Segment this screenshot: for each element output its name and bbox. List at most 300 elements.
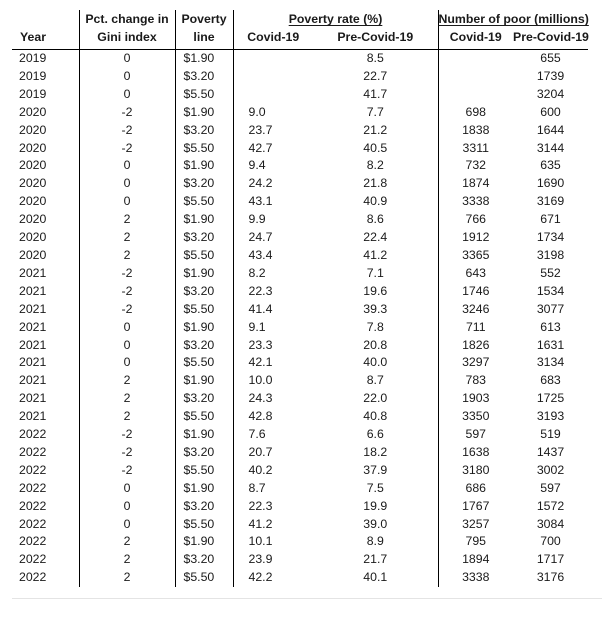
cell-value xyxy=(19,372,46,390)
cell-value xyxy=(124,157,131,175)
table-row xyxy=(12,319,588,337)
cell-rate-covid xyxy=(233,122,313,140)
table-row xyxy=(12,498,588,516)
cell-value xyxy=(184,426,215,444)
cell-value xyxy=(367,104,384,122)
cell-text: 1717 xyxy=(536,552,565,567)
cell-value xyxy=(540,104,561,122)
cell-poor-precovid xyxy=(513,50,588,68)
cell-poverty-line xyxy=(175,122,233,140)
cell-year xyxy=(12,229,79,247)
cell-poor-covid xyxy=(438,533,513,551)
cell-poverty-line xyxy=(175,104,233,122)
cell-poor-precovid xyxy=(513,390,588,408)
cell-poor-precovid xyxy=(513,462,588,480)
table-row xyxy=(12,533,588,551)
cell-value xyxy=(363,193,387,211)
cell-text: $3.20 xyxy=(183,230,215,245)
cell-year xyxy=(12,551,79,569)
cell-value xyxy=(462,569,489,587)
cell-value xyxy=(367,480,384,498)
cell-value xyxy=(537,140,564,158)
cell-value xyxy=(184,337,215,355)
cell-text: 1903 xyxy=(462,391,490,406)
cell-value xyxy=(363,462,387,480)
cell-value xyxy=(184,283,215,301)
cell-poverty-line xyxy=(175,354,233,372)
cell-text: $5.50 xyxy=(183,516,215,531)
cell-year xyxy=(12,426,79,444)
cell-value xyxy=(537,175,564,193)
cell-year xyxy=(12,175,79,193)
cell-value xyxy=(249,551,273,569)
cell-value xyxy=(249,301,273,319)
cell-text: 686 xyxy=(465,480,487,495)
cell-gini-change xyxy=(79,426,175,444)
cell-value xyxy=(19,211,46,229)
cell-value xyxy=(249,283,273,301)
cell-text: 600 xyxy=(540,104,561,119)
header-line-line2: line xyxy=(175,29,233,50)
cell-value xyxy=(19,462,46,480)
cell-text: -2 xyxy=(121,427,133,442)
header-gini-line1: Pct. change in xyxy=(79,10,175,29)
cell-text: 732 xyxy=(465,158,487,173)
cell-gini-change xyxy=(79,372,175,390)
cell-value xyxy=(363,408,387,426)
cell-text: 10.0 xyxy=(248,373,273,388)
highlighter-mark xyxy=(466,480,487,498)
cell-gini-change xyxy=(79,265,175,283)
cell-poor-precovid xyxy=(513,265,588,283)
cell-rate-precovid xyxy=(313,104,438,122)
cell-poor-covid xyxy=(438,50,513,68)
cell-value xyxy=(184,140,215,158)
cell-value xyxy=(19,301,46,319)
cell-value xyxy=(122,301,133,319)
cell-text: 0 xyxy=(123,194,131,209)
cell-text: 1838 xyxy=(462,122,490,137)
cell-value xyxy=(363,498,387,516)
cell-year xyxy=(12,372,79,390)
cell-text: 0 xyxy=(123,158,131,173)
cell-text: -2 xyxy=(121,444,133,459)
cell-year xyxy=(12,68,79,86)
cell-text: -2 xyxy=(121,462,133,477)
cell-rate-covid xyxy=(233,372,313,390)
cell-value xyxy=(462,337,489,355)
table-row xyxy=(12,337,588,355)
cell-value xyxy=(540,533,561,551)
cell-value xyxy=(537,247,564,265)
cell-poor-covid xyxy=(438,498,513,516)
cell-text: 1437 xyxy=(536,444,565,459)
cell-year xyxy=(12,193,79,211)
cell-year xyxy=(12,319,79,337)
cell-value xyxy=(249,569,273,587)
cell-value xyxy=(124,229,131,247)
cell-poor-precovid xyxy=(513,569,588,587)
cell-rate-precovid xyxy=(313,480,438,498)
cell-text: 8.6 xyxy=(366,212,384,227)
cell-text: $1.90 xyxy=(183,373,215,388)
cell-text: 42.7 xyxy=(248,140,273,155)
cell-value xyxy=(184,533,215,551)
cell-text: 597 xyxy=(540,480,561,495)
cell-value xyxy=(19,498,46,516)
cell-text: $5.50 xyxy=(183,247,215,262)
cell-poverty-line xyxy=(175,68,233,86)
cell-poverty-line xyxy=(175,337,233,355)
cell-rate-precovid xyxy=(313,462,438,480)
cell-poor-precovid xyxy=(513,175,588,193)
cell-rate-covid xyxy=(233,551,313,569)
header-poor-precovid: Pre-Covid-19 xyxy=(513,29,588,50)
cell-text: $3.20 xyxy=(183,122,215,137)
cell-text: 19.9 xyxy=(363,498,388,513)
cell-text: $1.90 xyxy=(183,51,215,65)
table-row xyxy=(12,462,588,480)
cell-value xyxy=(184,354,215,372)
cell-rate-covid xyxy=(233,516,313,534)
cell-text: -2 xyxy=(121,140,133,155)
cell-rate-covid xyxy=(233,319,313,337)
cell-text: -2 xyxy=(121,265,133,280)
cell-poverty-line xyxy=(175,480,233,498)
cell-rate-precovid xyxy=(313,157,438,175)
cell-poor-precovid xyxy=(513,104,588,122)
cell-text: 0 xyxy=(123,51,131,65)
cell-value xyxy=(19,86,46,104)
cell-value xyxy=(184,462,215,480)
cell-value xyxy=(537,68,564,86)
cell-year xyxy=(12,157,79,175)
cell-value xyxy=(122,104,133,122)
cell-text: 41.2 xyxy=(248,516,273,531)
cell-value xyxy=(462,175,489,193)
cell-rate-precovid xyxy=(313,533,438,551)
cell-text: 2021 xyxy=(19,373,47,388)
cell-rate-covid xyxy=(233,498,313,516)
cell-value xyxy=(249,104,266,122)
cell-text: 2021 xyxy=(19,391,47,406)
cell-rate-precovid xyxy=(313,211,438,229)
cell-value xyxy=(124,480,131,498)
cell-poor-covid xyxy=(438,122,513,140)
cell-rate-precovid xyxy=(313,265,438,283)
cell-value xyxy=(363,175,387,193)
cell-value xyxy=(537,569,564,587)
cell-poor-precovid xyxy=(513,516,588,534)
cell-value xyxy=(184,390,215,408)
cell-value xyxy=(466,372,487,390)
cell-text: 1746 xyxy=(462,283,490,298)
cell-text: 2021 xyxy=(19,409,47,424)
cell-value xyxy=(19,337,46,355)
cell-value xyxy=(19,480,46,498)
cell-text: 23.3 xyxy=(248,337,273,352)
cell-value xyxy=(540,265,561,283)
cell-poverty-line xyxy=(175,408,233,426)
cell-text: 2020 xyxy=(19,176,47,191)
cell-text: 2020 xyxy=(19,158,47,173)
cell-text: 2020 xyxy=(19,140,47,155)
cell-value xyxy=(462,301,489,319)
cell-value xyxy=(540,372,561,390)
cell-text: 3198 xyxy=(536,247,565,262)
cell-year xyxy=(12,211,79,229)
cell-text: 3297 xyxy=(462,355,490,370)
cell-rate-covid xyxy=(233,301,313,319)
cell-text: 23.9 xyxy=(248,552,273,567)
cell-text: 711 xyxy=(465,319,486,334)
cell-text: $3.20 xyxy=(183,552,215,567)
cell-value xyxy=(363,140,387,158)
cell-value xyxy=(184,122,215,140)
cell-gini-change xyxy=(79,193,175,211)
cell-text: $5.50 xyxy=(183,194,215,209)
cell-text: 2 xyxy=(123,247,131,262)
cell-poverty-line xyxy=(175,533,233,551)
cell-text: 9.4 xyxy=(248,158,266,173)
cell-text: 22.0 xyxy=(363,391,388,406)
cell-value xyxy=(124,408,131,426)
cell-text: 22.7 xyxy=(363,68,388,83)
cell-text: 2022 xyxy=(19,570,47,585)
cell-value xyxy=(462,516,489,534)
cell-text: $5.50 xyxy=(183,86,215,101)
cell-text: $5.50 xyxy=(183,570,215,585)
cell-value xyxy=(537,283,564,301)
cell-text: 783 xyxy=(465,373,487,388)
cell-text: 3180 xyxy=(462,462,490,477)
cell-value xyxy=(462,390,489,408)
cell-rate-precovid xyxy=(313,247,438,265)
cell-value xyxy=(184,229,215,247)
cell-value xyxy=(124,319,131,337)
cell-text: 1874 xyxy=(462,176,490,191)
cell-poor-covid xyxy=(438,211,513,229)
cell-value xyxy=(19,516,46,534)
cell-poor-covid xyxy=(438,247,513,265)
cell-text: 24.2 xyxy=(248,176,273,191)
header-year: Year xyxy=(12,29,79,50)
cell-text: 2 xyxy=(123,552,131,567)
cell-poor-precovid xyxy=(513,193,588,211)
cell-gini-change xyxy=(79,444,175,462)
cell-text: 2 xyxy=(123,534,131,549)
cell-rate-precovid xyxy=(313,50,438,68)
cell-text: $1.90 xyxy=(183,265,215,280)
cell-text: $3.20 xyxy=(183,498,215,513)
cell-poor-covid xyxy=(438,104,513,122)
cell-text: 6.6 xyxy=(366,427,384,442)
cell-poor-covid xyxy=(438,193,513,211)
table-row xyxy=(12,301,588,319)
cell-text: 1644 xyxy=(536,122,565,137)
cell-text: 37.9 xyxy=(363,462,388,477)
cell-value xyxy=(124,211,131,229)
cell-text: 10.1 xyxy=(248,534,273,549)
cell-text: 3077 xyxy=(536,301,565,316)
cell-text: 42.1 xyxy=(248,355,273,370)
cell-poverty-line xyxy=(175,498,233,516)
cell-value xyxy=(184,193,215,211)
cell-rate-covid xyxy=(233,444,313,462)
cell-rate-precovid xyxy=(313,444,438,462)
cell-value xyxy=(363,569,387,587)
cell-value xyxy=(537,516,564,534)
cell-gini-change xyxy=(79,175,175,193)
cell-poor-covid xyxy=(438,551,513,569)
highlighter-mark xyxy=(466,533,487,551)
cell-value xyxy=(249,337,273,355)
cell-value xyxy=(19,426,46,444)
cell-gini-change xyxy=(79,301,175,319)
cell-text: 39.3 xyxy=(363,301,388,316)
cell-value xyxy=(122,426,133,444)
cell-rate-covid xyxy=(233,480,313,498)
cell-value xyxy=(19,408,46,426)
cell-text: -2 xyxy=(121,104,133,119)
cell-value xyxy=(462,354,489,372)
cell-text: 2022 xyxy=(19,462,47,477)
table-header xyxy=(12,10,588,50)
cell-text: 0 xyxy=(123,355,131,370)
cell-text: 0 xyxy=(123,68,131,83)
cell-rate-covid xyxy=(233,157,313,175)
cell-rate-covid xyxy=(233,247,313,265)
cell-rate-precovid xyxy=(313,390,438,408)
cell-text: 3002 xyxy=(536,462,565,477)
cell-rate-precovid xyxy=(313,426,438,444)
number-poor-group-label: Number of poor (millions) xyxy=(438,12,589,27)
cell-year xyxy=(12,140,79,158)
table-row xyxy=(12,372,588,390)
cell-poor-covid xyxy=(438,301,513,319)
cell-value xyxy=(184,408,215,426)
cell-value xyxy=(19,569,46,587)
cell-poor-covid xyxy=(438,140,513,158)
cell-year xyxy=(12,265,79,283)
cell-text: 1725 xyxy=(536,391,565,406)
cell-text: 41.7 xyxy=(363,86,388,101)
cell-text: 3365 xyxy=(462,247,490,262)
cell-text: 3311 xyxy=(462,140,489,155)
cell-text: 8.7 xyxy=(366,373,384,388)
cell-rate-precovid xyxy=(313,516,438,534)
cell-poverty-line xyxy=(175,265,233,283)
cell-text: 2020 xyxy=(19,194,47,209)
cell-poor-covid xyxy=(438,283,513,301)
cell-year xyxy=(12,301,79,319)
cell-value xyxy=(462,193,489,211)
cell-poor-precovid xyxy=(513,86,588,104)
cell-value xyxy=(19,551,46,569)
table-row xyxy=(12,283,588,301)
cell-text: 0 xyxy=(123,480,131,495)
cell-text: 3246 xyxy=(462,301,490,316)
cell-rate-precovid xyxy=(313,283,438,301)
cell-poverty-line xyxy=(175,50,233,68)
cell-rate-precovid xyxy=(313,86,438,104)
cell-rate-covid xyxy=(233,86,313,104)
cell-text: 39.0 xyxy=(363,516,388,531)
cell-poor-precovid xyxy=(513,157,588,175)
cell-text: $1.90 xyxy=(183,158,215,173)
cell-text: 2022 xyxy=(19,516,47,531)
table-row xyxy=(12,193,588,211)
cell-value xyxy=(19,193,46,211)
cell-text: 22.3 xyxy=(248,283,273,298)
cell-value xyxy=(537,122,564,140)
cell-value xyxy=(249,462,273,480)
cell-value xyxy=(184,50,215,68)
cell-value xyxy=(19,229,46,247)
cell-poor-covid xyxy=(438,569,513,587)
cell-value xyxy=(367,265,384,283)
cell-year xyxy=(12,480,79,498)
cell-value xyxy=(19,533,46,551)
cell-poor-precovid xyxy=(513,533,588,551)
cell-text: $5.50 xyxy=(183,355,215,370)
table-row xyxy=(12,516,588,534)
cell-value xyxy=(184,68,215,86)
cell-value xyxy=(249,247,273,265)
cell-gini-change xyxy=(79,86,175,104)
cell-value xyxy=(249,533,273,551)
table-row xyxy=(12,354,588,372)
cell-value xyxy=(184,319,215,337)
cell-poor-covid xyxy=(438,480,513,498)
cell-year xyxy=(12,569,79,587)
cell-text: $3.20 xyxy=(183,391,215,406)
cell-poor-precovid xyxy=(513,354,588,372)
header-poverty-rate-group xyxy=(233,10,438,29)
cell-poor-precovid xyxy=(513,551,588,569)
cell-text: 683 xyxy=(540,373,561,388)
cell-rate-covid xyxy=(233,140,313,158)
cell-value xyxy=(184,516,215,534)
cell-poor-covid xyxy=(438,444,513,462)
cell-value xyxy=(466,265,487,283)
cell-poverty-line xyxy=(175,516,233,534)
cell-poor-precovid xyxy=(513,426,588,444)
cell-value xyxy=(122,265,133,283)
cell-gini-change xyxy=(79,157,175,175)
cell-poverty-line xyxy=(175,426,233,444)
highlighter-mark xyxy=(540,480,561,498)
cell-value xyxy=(19,390,46,408)
cell-value xyxy=(367,372,384,390)
cell-gini-change xyxy=(79,247,175,265)
cell-text: 2022 xyxy=(19,480,47,495)
cell-value xyxy=(19,50,46,68)
cell-value xyxy=(249,229,273,247)
cell-value xyxy=(249,319,266,337)
cell-poor-covid xyxy=(438,175,513,193)
cell-rate-precovid xyxy=(313,193,438,211)
cell-value xyxy=(124,193,131,211)
cell-value xyxy=(363,551,387,569)
cell-value xyxy=(462,229,489,247)
cell-value xyxy=(124,247,131,265)
cell-value xyxy=(367,533,384,551)
cell-value xyxy=(124,516,131,534)
cell-poor-precovid xyxy=(513,122,588,140)
cell-text: 2022 xyxy=(19,498,47,513)
cell-rate-covid xyxy=(233,408,313,426)
